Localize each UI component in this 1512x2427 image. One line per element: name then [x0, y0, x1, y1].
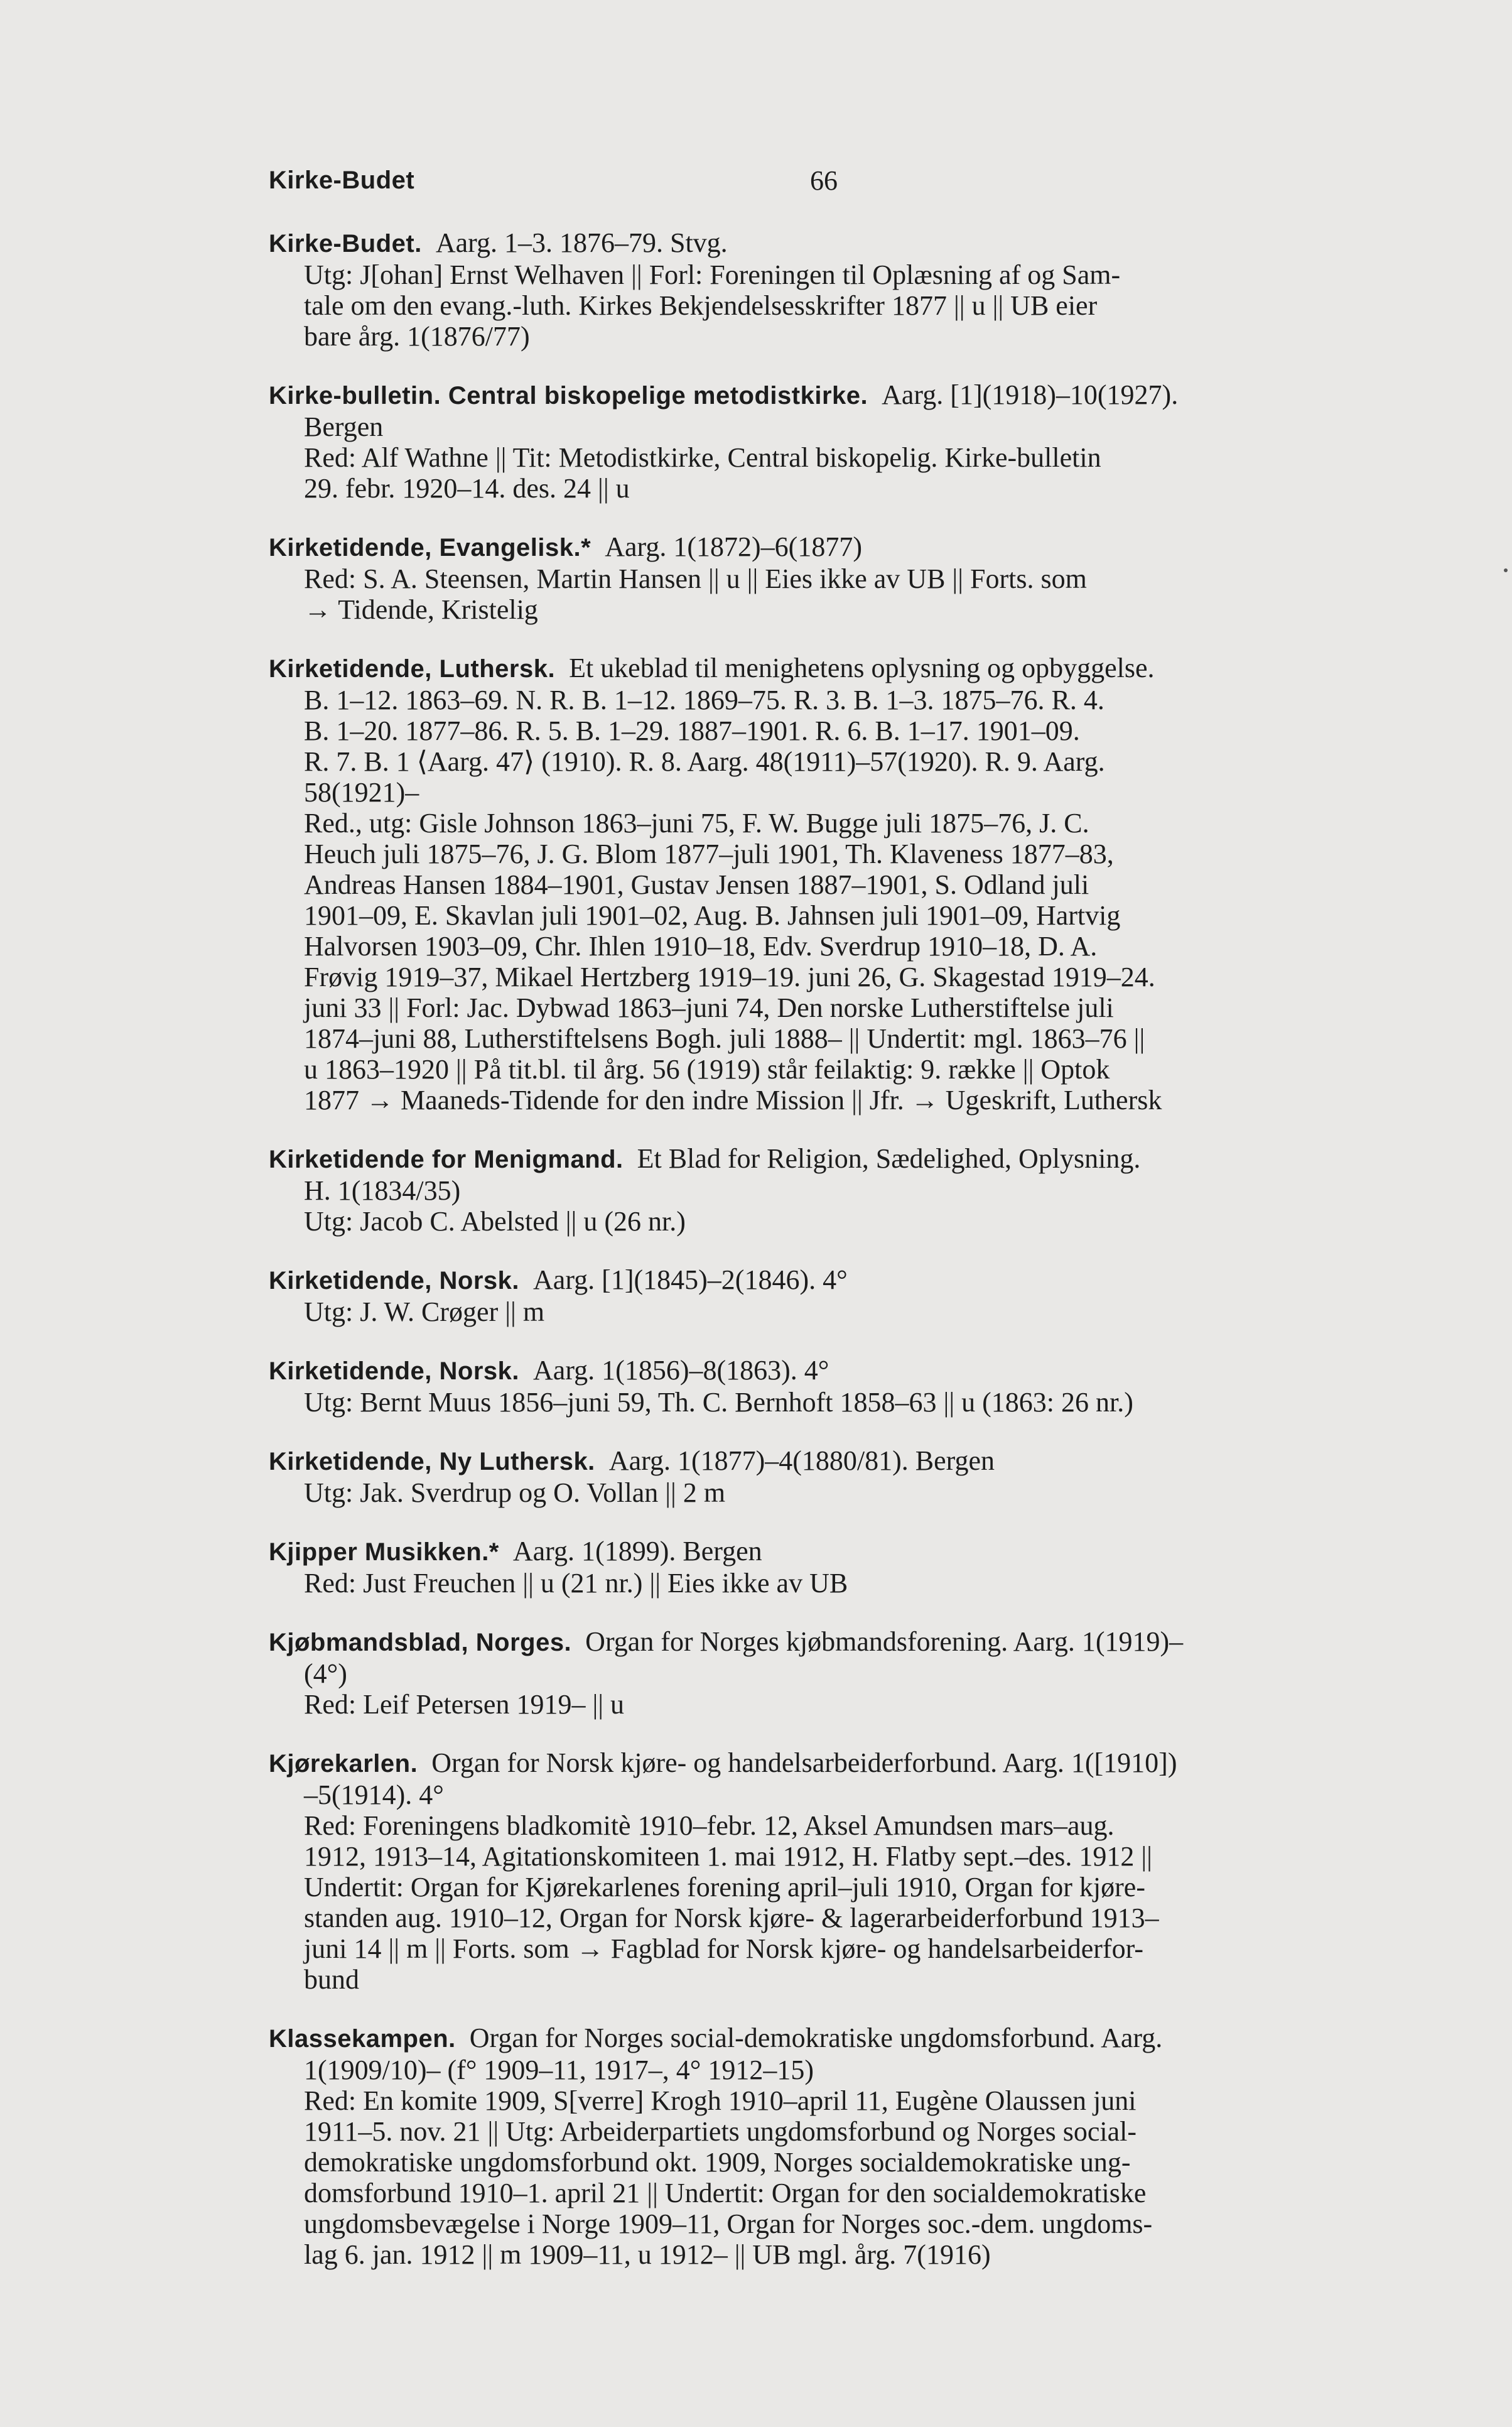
catalog-entry	[269, 227, 1386, 352]
entry-first-line	[269, 227, 1386, 259]
entry-line	[269, 473, 1386, 504]
entry-text: Utg: J. W. Crøger || m	[304, 1296, 545, 1327]
entry-text: Heuch juli 1875–76, J. G. Blom 1877–juli 1901, Th. Klaveness 1877–83,	[304, 839, 1114, 869]
entry-text: Frøvig 1919–37, Mikael Hertzberg 1919–19. juni 26, G. Skagestad 1919–24.	[304, 962, 1155, 992]
entry-text: ungdomsbevægelse i Norge 1909–11, Organ for Norges soc.-dem. ungdoms-	[304, 2208, 1153, 2239]
catalog-entry	[269, 1355, 1386, 1418]
entry-title: Kirketidende, Luthersk.	[269, 655, 556, 683]
entry-text: u 1863–1920 || På tit.bl. til årg. 56 (1919) står feilaktig: 9. række || Optok	[304, 1054, 1110, 1085]
entry-title: Kjipper Musikken.*	[269, 1538, 499, 1566]
entry-title: Kirketidende, Norsk.	[269, 1267, 520, 1295]
catalog-entry	[269, 1626, 1386, 1720]
entry-line	[269, 1568, 1386, 1599]
entry-text: Aarg. 1(1899). Bergen	[512, 1536, 762, 1566]
entry-text: juni 33 || Forl: Jac. Dybwad 1863–juni 74, Den norske Lutherstiftelse juli	[304, 992, 1114, 1023]
entry-title: Kirke-Budet.	[269, 230, 422, 258]
entry-text: B. 1–20. 1877–86. R. 5. B. 1–29. 1887–1901. R. 6. B. 1–17. 1901–09.	[304, 715, 1080, 746]
entry-line	[269, 1903, 1386, 1933]
entry-first-line	[269, 653, 1386, 685]
entry-line	[269, 1054, 1386, 1085]
entry-line	[269, 869, 1386, 900]
page-number: 66	[810, 165, 838, 196]
catalog-entry	[269, 379, 1386, 504]
entry-text: bund	[304, 1964, 359, 1995]
entry-line	[269, 715, 1386, 746]
entry-line	[269, 685, 1386, 715]
entry-text: Red: Alf Wathne || Tit: Metodistkirke, Central biskopelig. Kirke-bulletin	[304, 442, 1101, 473]
entry-line	[269, 2178, 1386, 2208]
entry-first-line	[269, 2022, 1386, 2055]
entry-first-line	[269, 531, 1386, 563]
entry-title: Kjøbmandsblad, Norges.	[269, 1629, 572, 1656]
entry-line	[269, 992, 1386, 1023]
entry-line	[269, 1085, 1386, 1116]
entry-first-line	[269, 1264, 1386, 1296]
entry-line	[269, 808, 1386, 839]
entry-text: 1(1909/10)– (f° 1909–11, 1917–, 4° 1912–15)	[304, 2055, 814, 2085]
catalog-entry	[269, 2022, 1386, 2270]
entry-text: Organ for Norges social-demokratiske ungdomsforbund. Aarg.	[469, 2022, 1163, 2053]
entry-text: 1874–juni 88, Lutherstiftelsens Bogh. juli 1888– || Undertit: mgl. 1863–76 ||	[304, 1023, 1145, 1054]
entry-text: Red: Foreningens bladkomitè 1910–febr. 12, Aksel Amundsen mars–aug.	[304, 1810, 1115, 1841]
catalog-entry	[269, 531, 1386, 625]
entry-text: Aarg. [1](1918)–10(1927).	[882, 379, 1179, 410]
entry-line	[269, 1872, 1386, 1903]
entry-line	[269, 839, 1386, 869]
entry-text: Utg: J[ohan] Ernst Welhaven || Forl: Foreningen til Oplæsning af og Sam-	[304, 259, 1121, 290]
entry-line	[269, 1964, 1386, 1995]
entry-text: 1912, 1913–14, Agitationskomiteen 1. mai 1912, H. Flatby sept.–des. 1912 ||	[304, 1841, 1152, 1872]
entry-text: tale om den evang.-luth. Kirkes Bekjendelsesskrifter 1877 || u || UB eier	[304, 290, 1098, 321]
entry-first-line	[269, 1445, 1386, 1477]
entry-title: Kjørekarlen.	[269, 1750, 418, 1778]
entry-text: Red: En komite 1909, S[verre] Krogh 1910–april 11, Eugène Olaussen juni	[304, 2085, 1137, 2116]
catalog-entry	[269, 1143, 1386, 1237]
catalog-entry	[269, 1747, 1386, 1995]
catalog-entry	[269, 1445, 1386, 1508]
entry-line	[269, 1477, 1386, 1508]
entry-text: Red: S. A. Steensen, Martin Hansen || u || Eies ikke av UB || Forts. som	[304, 563, 1087, 594]
entry-text: bare årg. 1(1876/77)	[304, 321, 530, 352]
entry-text: Et Blad for Religion, Sædelighed, Oplysning.	[637, 1143, 1141, 1174]
entry-text: Aarg. 1(1877)–4(1880/81). Bergen	[608, 1445, 995, 1476]
entry-first-line	[269, 1536, 1386, 1568]
entry-text: –5(1914). 4°	[304, 1779, 444, 1810]
entry-line	[269, 777, 1386, 808]
entry-text: 1901–09, E. Skavlan juli 1901–02, Aug. B. Jahnsen juli 1901–09, Hartvig	[304, 900, 1121, 931]
entry-text: Red: Just Freuchen || u (21 nr.) || Eies ikke av UB	[304, 1568, 848, 1599]
entry-text: 29. febr. 1920–14. des. 24 || u	[304, 473, 630, 504]
entry-title: Kirke-bulletin. Central biskopelige metodistkirke.	[269, 382, 868, 410]
entry-text: (4°)	[304, 1658, 347, 1689]
entry-text: 58(1921)–	[304, 777, 419, 808]
catalog-entry	[269, 1264, 1386, 1327]
entry-line	[269, 1841, 1386, 1872]
entry-text: Red., utg: Gisle Johnson 1863–juni 75, F. W. Bugge juli 1875–76, J. C.	[304, 808, 1089, 839]
entry-line	[269, 2208, 1386, 2239]
entry-line	[269, 1933, 1386, 1964]
entry-text: R. 7. B. 1 ⟨Aarg. 47⟩ (1910). R. 8. Aarg. 48(1911)–57(1920). R. 9. Aarg.	[304, 746, 1105, 777]
entry-line	[269, 290, 1386, 321]
entry-line	[269, 1658, 1386, 1689]
catalog-entry	[269, 653, 1386, 1116]
entry-line	[269, 900, 1386, 931]
entry-text: Organ for Norsk kjøre- og handelsarbeiderforbund. Aarg. 1([1910])	[431, 1747, 1177, 1778]
entry-line	[269, 962, 1386, 992]
running-title: Kirke-Budet	[269, 166, 415, 194]
entry-text: domsforbund 1910–1. april 21 || Undertit: Organ for den socialdemokratiske	[304, 2178, 1147, 2208]
entry-line	[269, 259, 1386, 290]
entry-text: demokratiske ungdomsforbund okt. 1909, Norges socialdemokratiske ung-	[304, 2147, 1131, 2178]
entry-line	[269, 1810, 1386, 1841]
entry-title: Kirketidende, Evangelisk.*	[269, 534, 591, 562]
entry-text: Utg: Jacob C. Abelsted || u (26 nr.)	[304, 1206, 686, 1237]
entry-line	[269, 411, 1386, 442]
entry-line	[269, 1175, 1386, 1206]
entry-text: juni 14 || m || Forts. som → Fagblad for Norsk kjøre- og handelsarbeiderfor-	[304, 1933, 1143, 1964]
entry-text: Halvorsen 1903–09, Chr. Ihlen 1910–18, Edv. Sverdrup 1910–18, D. A.	[304, 931, 1098, 962]
entry-line	[269, 442, 1386, 473]
entry-text: Aarg. [1](1845)–2(1846). 4°	[533, 1264, 848, 1295]
entry-text: lag 6. jan. 1912 || m 1909–11, u 1912– || UB mgl. årg. 7(1916)	[304, 2239, 991, 2270]
entry-text: Bergen	[304, 411, 384, 442]
entry-first-line	[269, 1355, 1386, 1387]
entry-title: Kirketidende for Menigmand.	[269, 1146, 624, 1173]
entry-line	[269, 563, 1386, 594]
entry-first-line	[269, 1143, 1386, 1175]
entry-text: H. 1(1834/35)	[304, 1175, 461, 1206]
entry-line	[269, 931, 1386, 962]
entry-line	[269, 1023, 1386, 1054]
entry-text: 1911–5. nov. 21 || Utg: Arbeiderpartiets ungdomsforbund og Norges social-	[304, 2116, 1137, 2147]
entry-text: Aarg. 1(1872)–6(1877)	[605, 531, 862, 562]
entry-line	[269, 1206, 1386, 1237]
entry-line	[269, 321, 1386, 352]
entry-text: Organ for Norges kjøbmandsforening. Aarg. 1(1919)–	[585, 1626, 1184, 1657]
entry-line	[269, 746, 1386, 777]
entry-text: Undertit: Organ for Kjørekarlenes forening april–juli 1910, Organ for kjøre-	[304, 1872, 1145, 1903]
entry-line	[269, 2147, 1386, 2178]
entry-text: 1877 → Maaneds-Tidende for den indre Mission || Jfr. → Ugeskrift, Luthersk	[304, 1085, 1162, 1116]
entry-text: → Tidende, Kristelig	[304, 594, 538, 625]
entry-line	[269, 2055, 1386, 2085]
entry-text: Aarg. 1–3. 1876–79. Stvg.	[435, 227, 728, 258]
entry-line	[269, 2116, 1386, 2147]
entry-text: standen aug. 1910–12, Organ for Norsk kjøre- & lagerarbeiderforbund 1913–	[304, 1903, 1159, 1933]
entry-first-line	[269, 1626, 1386, 1658]
entry-first-line	[269, 1747, 1386, 1779]
entry-list	[269, 227, 1386, 2298]
entry-line	[269, 594, 1386, 625]
entry-line	[269, 1689, 1386, 1720]
entry-text: Aarg. 1(1856)–8(1863). 4°	[533, 1355, 829, 1386]
entry-line	[269, 2085, 1386, 2116]
entry-line	[269, 1387, 1386, 1418]
entry-text: Andreas Hansen 1884–1901, Gustav Jensen 1887–1901, S. Odland juli	[304, 869, 1089, 900]
entry-text: Et ukeblad til menighetens oplysning og opbyggelse.	[569, 653, 1155, 683]
entry-title: Kirketidende, Ny Luthersk.	[269, 1448, 595, 1475]
entry-title: Klassekampen.	[269, 2025, 456, 2053]
entry-line	[269, 1779, 1386, 1810]
entry-line	[269, 2239, 1386, 2270]
entry-text: Utg: Bernt Muus 1856–juni 59, Th. C. Bernhoft 1858–63 || u (1863: 26 nr.)	[304, 1387, 1133, 1418]
entry-text: B. 1–12. 1863–69. N. R. B. 1–12. 1869–75. R. 3. B. 1–3. 1875–76. R. 4.	[304, 685, 1104, 715]
entry-first-line	[269, 379, 1386, 411]
entry-line	[269, 1296, 1386, 1327]
entry-title: Kirketidende, Norsk.	[269, 1357, 520, 1385]
catalog-entry	[269, 1536, 1386, 1599]
margin-speck	[1504, 568, 1508, 572]
entry-text: Red: Leif Petersen 1919– || u	[304, 1689, 625, 1720]
entry-text: Utg: Jak. Sverdrup og O. Vollan || 2 m	[304, 1477, 726, 1508]
